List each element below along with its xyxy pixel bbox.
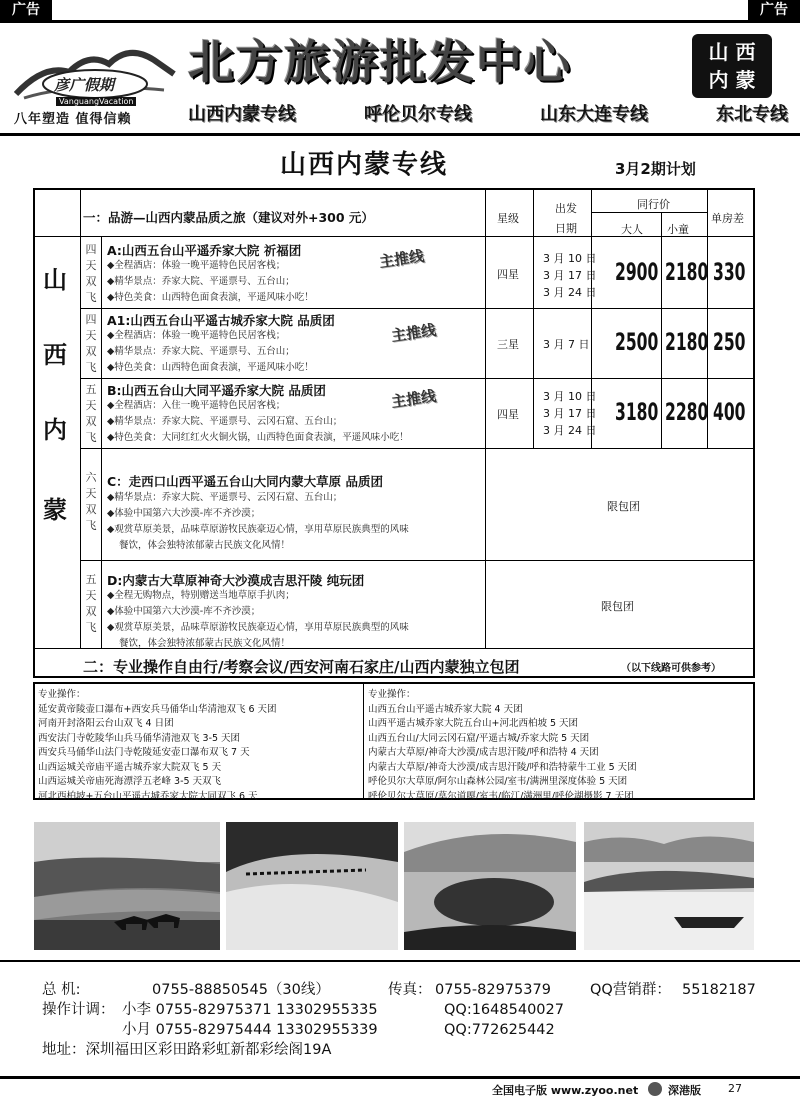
depart-date: 3 月 17 日	[543, 269, 597, 282]
ops-line: 西安法门寺乾陵华山兵马俑华清池双飞 3-5 天团	[38, 732, 241, 744]
ops-line: 内蒙古大草原/神奇大沙漠/成吉思汗陵/呼和浩特蒙牛工业 5 天团	[368, 761, 637, 773]
star-level: 四星	[497, 268, 519, 281]
grid-line	[80, 308, 753, 309]
section-two-title: 二：专业操作自由行/考察会议/西安河南石家庄/山西内蒙独立包团	[83, 658, 520, 676]
slogan: 八年塑造 值得信赖	[14, 112, 132, 127]
operator-2-qq: QQ:772625442	[444, 1022, 555, 1038]
bullet: ◆观赏草原美景，品味草原游牧民族豪迈心情，享用草原民族典型的风味	[107, 622, 409, 633]
depart-date: 3 月 24 日	[543, 424, 597, 437]
group-note: 限包团	[601, 600, 634, 613]
footer-edition: 深港版	[668, 1084, 701, 1097]
operator-label: 操作计调：	[42, 1002, 115, 1018]
grid-line	[80, 560, 753, 561]
row-days	[81, 242, 101, 306]
region-seal	[692, 34, 772, 98]
single-supplement: 330	[713, 258, 746, 286]
day-char: 五	[85, 383, 97, 396]
logo-name: 彦广假期	[54, 76, 115, 94]
globe-icon	[648, 1082, 662, 1096]
adult-price: 2500	[615, 328, 659, 356]
child-price: 2180	[665, 258, 709, 286]
route-item: 山西内蒙专线	[188, 104, 296, 125]
grid-line	[533, 190, 534, 448]
operator-1: 小李 0755-82975371 13302955335	[122, 1002, 378, 1018]
grid-line	[80, 378, 753, 379]
depart-date: 3 月 10 日	[543, 252, 597, 265]
plan-label: 3月2期计划	[615, 160, 696, 178]
contact-rule	[0, 960, 800, 962]
bullet: ◆特色美食：山西特色面食表演，平遥风味小吃！	[107, 362, 314, 373]
route-title: C：走西口山西平遥五台山大同内蒙大草原 品质团	[107, 474, 384, 489]
logo	[14, 34, 176, 106]
day-char: 双	[85, 345, 97, 358]
single-supplement: 250	[713, 328, 746, 356]
section-title: 山西内蒙专线	[280, 150, 449, 180]
route-title: D:内蒙古大草原神奇大沙漠成吉思汗陵 纯玩团	[107, 573, 365, 588]
route-item: 东北专线	[716, 104, 788, 125]
day-char: 天	[85, 399, 97, 412]
day-char: 飞	[85, 291, 97, 304]
ops-line: 内蒙古大草原/神奇大沙漠/成吉思汗陵/呼和浩特 4 天团	[368, 747, 599, 758]
grassland-horses-photo	[34, 822, 220, 950]
single-supplement: 400	[713, 398, 746, 426]
star-level: 四星	[497, 408, 519, 421]
ops-line: 延安黄帝陵壶口瀑布+西安兵马俑华山华清池双飞 6 天团	[38, 703, 277, 715]
logo-sub: VanguangVacation	[56, 97, 136, 106]
star-level: 三星	[497, 338, 519, 351]
qq-group: 55182187	[682, 982, 756, 998]
day-char: 双	[85, 275, 97, 288]
day-char: 四	[85, 243, 97, 256]
side-label: 蒙	[43, 496, 67, 524]
side-label: 内	[43, 416, 67, 444]
day-char: 飞	[85, 431, 97, 444]
side-label: 山	[43, 266, 67, 294]
bullet: ◆精华景点：乔家大院、平遥票号、五台山；	[107, 276, 295, 287]
col-date: 日期	[555, 222, 577, 235]
ops-line: 山西运城关帝庙平遥古城乔家大院双飞 5 天	[38, 761, 222, 773]
desert-camels-photo	[226, 822, 398, 950]
route-list	[188, 100, 788, 130]
grid-line	[661, 212, 662, 448]
ops-line: 河北西柏坡+五台山平遥古城乔家大院大同双飞 6 天	[38, 790, 258, 802]
bullet: ◆精华景点：乔家大院、平遥票号、云冈石窟、五台山；	[107, 416, 343, 427]
day-char: 六	[85, 471, 97, 484]
day-char: 双	[85, 415, 97, 428]
bullet: ◆观赏草原美景，品味草原游牧民族豪迈心情，享用草原民族典型的风味	[107, 524, 409, 535]
child-price: 2280	[665, 398, 709, 426]
grid-line	[101, 236, 102, 648]
address: 地址：深圳福田区彩田路彩虹新都彩绘阁19A	[42, 1042, 332, 1058]
seal-line1: 山 西	[708, 40, 756, 64]
bullet: ◆特色美食：大同红红火火铜火锅，山西特色面食表演，平遥风味小吃！	[107, 432, 409, 443]
depart-date: 3 月 10 日	[543, 390, 597, 403]
bullet: ◆精华景点：乔家大院、平遥票号、五台山；	[107, 346, 295, 357]
day-char: 飞	[85, 361, 97, 374]
depart-date: 3 月 17 日	[543, 407, 597, 420]
ad-tag-left: 广告	[0, 0, 52, 20]
main-push-stamp: 主推线	[378, 246, 426, 272]
route-title: A1:山西五台山平遥古城乔家大院 品质团	[107, 313, 335, 328]
adult-price: 2900	[615, 258, 659, 286]
page-number: 27	[728, 1082, 742, 1095]
ops-heading: 专业操作：	[368, 689, 416, 700]
section-two-note: （以下线路可供参考）	[621, 663, 721, 674]
ops-divider	[363, 684, 364, 798]
day-char: 天	[85, 259, 97, 272]
group-note: 限包团	[607, 500, 640, 513]
bullet: ◆体验中国第六大沙漠-库不齐沙漠；	[107, 508, 261, 519]
bullet: ◆全程酒店：体验一晚平遥特色民居客栈；	[107, 260, 286, 271]
depart-date: 3 月 24 日	[543, 286, 597, 299]
ad-tag-right: 广告	[748, 0, 800, 20]
day-char: 天	[85, 589, 97, 602]
day-char: 四	[85, 313, 97, 326]
row-days	[81, 470, 101, 534]
contact-block	[30, 976, 760, 1066]
bullet: ◆特色美食：山西特色面食表演，平遥风味小吃！	[107, 292, 314, 303]
grid-line	[35, 236, 753, 237]
operator-1-qq: QQ:1648540027	[444, 1002, 564, 1018]
grid-line	[591, 212, 707, 213]
col-depart: 出发	[555, 202, 577, 215]
grid-line	[485, 448, 486, 648]
fax-number: 0755-82975379	[435, 982, 551, 998]
grid-line	[485, 190, 486, 448]
col-star: 星级	[497, 212, 519, 225]
depart-dates	[543, 250, 597, 301]
footer-site: 全国电子版 www.zyoo.net	[492, 1084, 639, 1097]
seal-line2: 内 蒙	[708, 68, 756, 92]
day-char: 飞	[85, 519, 97, 532]
table-intro: 一：品游—山西内蒙品质之旅（建议对外+300 元）	[83, 210, 374, 225]
bullet: ◆体验中国第六大沙漠-库不齐沙漠；	[107, 606, 261, 617]
depart-dates	[543, 388, 597, 439]
day-char: 五	[85, 573, 97, 586]
ops-line: 西安兵马俑华山法门寺乾陵延安壶口瀑布双飞 7 天	[38, 747, 250, 758]
lake-boat-photo	[584, 822, 754, 950]
depart-date: 3 月 7 日	[543, 338, 590, 351]
top-rule	[0, 20, 800, 23]
fax-label: 传真：	[388, 982, 432, 998]
ops-left	[38, 688, 277, 804]
col-adult: 大人	[621, 223, 643, 236]
day-char: 天	[85, 487, 97, 500]
mountain-logo-icon	[14, 34, 176, 106]
ops-line: 山西平遥古城乔家大院五台山+河北西柏坡 5 天团	[368, 718, 579, 729]
day-char: 双	[85, 605, 97, 618]
operator-2: 小月 0755-82975444 13302955339	[122, 1022, 378, 1038]
row-days	[81, 382, 101, 446]
col-child: 小童	[667, 223, 689, 236]
route-item: 呼伦贝尔专线	[364, 104, 472, 125]
ops-heading: 专业操作：	[38, 689, 86, 700]
row-days	[81, 312, 101, 376]
bullet: ◆全程无购物点，特别赠送当地草原手扒肉；	[107, 590, 295, 601]
col-single: 单房差	[711, 212, 744, 225]
ops-line: 河南开封洛阳云台山双飞 4 日团	[38, 718, 174, 729]
main-phone: 0755-88850545（30线）	[152, 982, 330, 998]
route-table	[33, 188, 755, 678]
ops-line: 呼伦贝尔大草原/阿尔山森林公园/室韦/满洲里深度体验 5 天团	[368, 776, 628, 787]
row-days	[81, 572, 101, 636]
ops-line: 山西五台山平遥古城乔家大院 4 天团	[368, 703, 523, 715]
ops-line: 山西运城关帝庙死海漂浮五老峰 3-5 天双飞	[38, 776, 222, 787]
route-title: B:山西五台山大同平遥乔家大院 品质团	[107, 383, 326, 398]
main-push-stamp: 主推线	[390, 386, 438, 412]
ops-right	[368, 688, 637, 804]
bullet: ◆全程酒店：体验一晚平遥特色民居客栈；	[107, 330, 286, 341]
bullet: ◆精华景点：乔家大院、平遥票号、云冈石窟、五台山；	[107, 492, 343, 503]
main-push-stamp: 主推线	[390, 320, 438, 346]
day-char: 飞	[85, 621, 97, 634]
route-title: A:山西五台山平遥乔家大院 祈福团	[107, 243, 302, 258]
footer	[0, 1076, 800, 1100]
forest-lake-photo	[404, 822, 576, 950]
qq-group-label: QQ营销群：	[590, 982, 671, 998]
route-item: 山东大连专线	[540, 104, 648, 125]
header-rule	[0, 133, 800, 136]
grid-line	[80, 448, 753, 449]
main-phone-label: 总 机:	[42, 982, 81, 998]
ops-line: 山西五台山/大同云冈石窟/平遥古城/乔家大院 5 天团	[368, 732, 590, 744]
main-title: 北方旅游批发中心	[188, 35, 572, 89]
adult-price: 3180	[615, 398, 659, 426]
bullet: 餐饮，体会独特浓郁蒙古民族文化风情！	[119, 638, 291, 649]
bullet: ◆全程酒店：入住一晚平遥特色民居客栈；	[107, 400, 286, 411]
ops-line: 呼伦贝尔大草原/莫尔道嘎/室韦/临江/满洲里/呼伦湖摄影 7 天团	[368, 790, 634, 802]
day-char: 双	[85, 503, 97, 516]
child-price: 2180	[665, 328, 709, 356]
side-label: 西	[43, 341, 67, 369]
bullet: 餐饮，体会独特浓郁蒙古民族文化风情！	[119, 540, 291, 551]
col-peer: 同行价	[637, 198, 670, 211]
day-char: 天	[85, 329, 97, 342]
